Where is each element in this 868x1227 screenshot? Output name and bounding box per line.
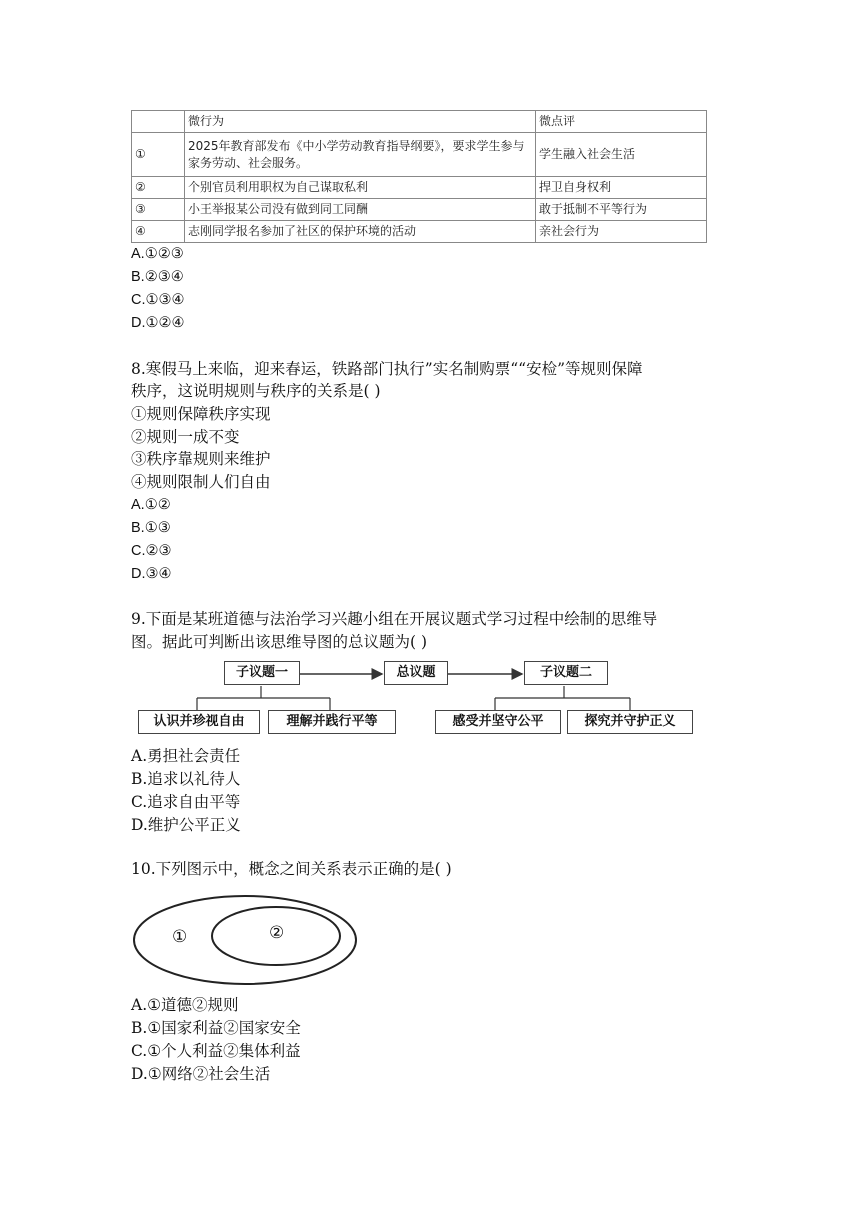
q9-option-a: A.勇担社会责任 [131,747,241,765]
row-comment: 敢于抵制不平等行为 [536,199,707,221]
q7-table [131,110,707,243]
q10-option-d: D.①网络②社会生活 [131,1065,271,1083]
q7-option-c: C.①③④ [131,292,185,308]
table-header-comment: 微点评 [536,111,707,133]
mindmap-leaf2: 理解并践行平等 [268,710,396,734]
q8-statement-2: ②规则一成不变 [131,428,240,446]
q9-option-d: D.维护公平正义 [131,816,241,834]
q9-stem-line1: 9.下面是某班道德与法治学习兴趣小组在开展议题式学习过程中绘制的思维导 [131,610,658,628]
mindmap-main: 总议题 [384,661,448,685]
q8-statement-1: ①规则保障秩序实现 [131,405,271,423]
q7-option-d: D.①②④ [131,315,185,331]
q8-option-b: B.①③ [131,520,171,536]
row-behavior: 小王举报某公司没有做到同工同酬 [185,199,536,221]
table-header-num [132,111,185,133]
mindmap-sub2: 子议题二 [524,661,608,685]
q9-option-c: C.追求自由平等 [131,793,241,811]
row-comment: 亲社会行为 [536,221,707,243]
mindmap-leaf1: 认识并珍视自由 [138,710,260,734]
q8-option-d: D.③④ [131,566,172,582]
q8-stem-line2: 秩序，这说明规则与秩序的关系是( ) [131,382,381,400]
q8-option-a: A.①② [131,497,171,513]
q10-stem: 10.下列图示中，概念之间关系表示正确的是( ) [131,860,452,878]
q7-option-a: A.①②③ [131,246,184,262]
table-row [132,133,707,177]
q8-stem-line1: 8.寒假马上来临，迎来春运，铁路部门执行”实名制购票““安检”等规则保障 [131,360,643,378]
row-behavior: 2025年教育部发布《中小学劳动教育指导纲要》，要求学生参与家务劳动、社会服务。 [185,133,536,177]
venn-ellipses [132,893,362,989]
q10-venn-diagram [132,893,362,989]
mindmap-leaf3: 感受并坚守公平 [435,710,561,734]
row-behavior: 个别官员利用职权为自己谋取私利 [185,177,536,199]
q9-stem-line2: 图。据此可判断出该思维导图的总议题为( ) [131,633,428,651]
row-num: ③ [132,199,185,221]
table-row [132,177,707,199]
table-header-behavior: 微行为 [185,111,536,133]
q9-option-b: B.追求以礼待人 [131,770,241,788]
q10-option-b: B.①国家利益②国家安全 [131,1019,301,1037]
row-comment: 捍卫自身权利 [536,177,707,199]
q8-option-c: C.②③ [131,543,172,559]
row-behavior: 志刚同学报名参加了社区的保护环境的活动 [185,221,536,243]
row-num: ② [132,177,185,199]
table-row [132,221,707,243]
mindmap-leaf4: 探究并守护正义 [567,710,693,734]
q8-statement-3: ③秩序靠规则来维护 [131,450,271,468]
table-row [132,199,707,221]
mindmap-sub1: 子议题一 [224,661,300,685]
row-comment: 学生融入社会生活 [536,133,707,177]
row-num: ① [132,133,185,177]
venn-inner-label: ② [269,923,285,943]
q8-statement-4: ④规则限制人们自由 [131,473,271,491]
row-num: ④ [132,221,185,243]
q7-option-b: B.②③④ [131,269,184,285]
q10-option-c: C.①个人利益②集体利益 [131,1042,301,1060]
venn-outer-label: ① [172,927,188,947]
q10-option-a: A.①道德②规则 [131,996,239,1014]
